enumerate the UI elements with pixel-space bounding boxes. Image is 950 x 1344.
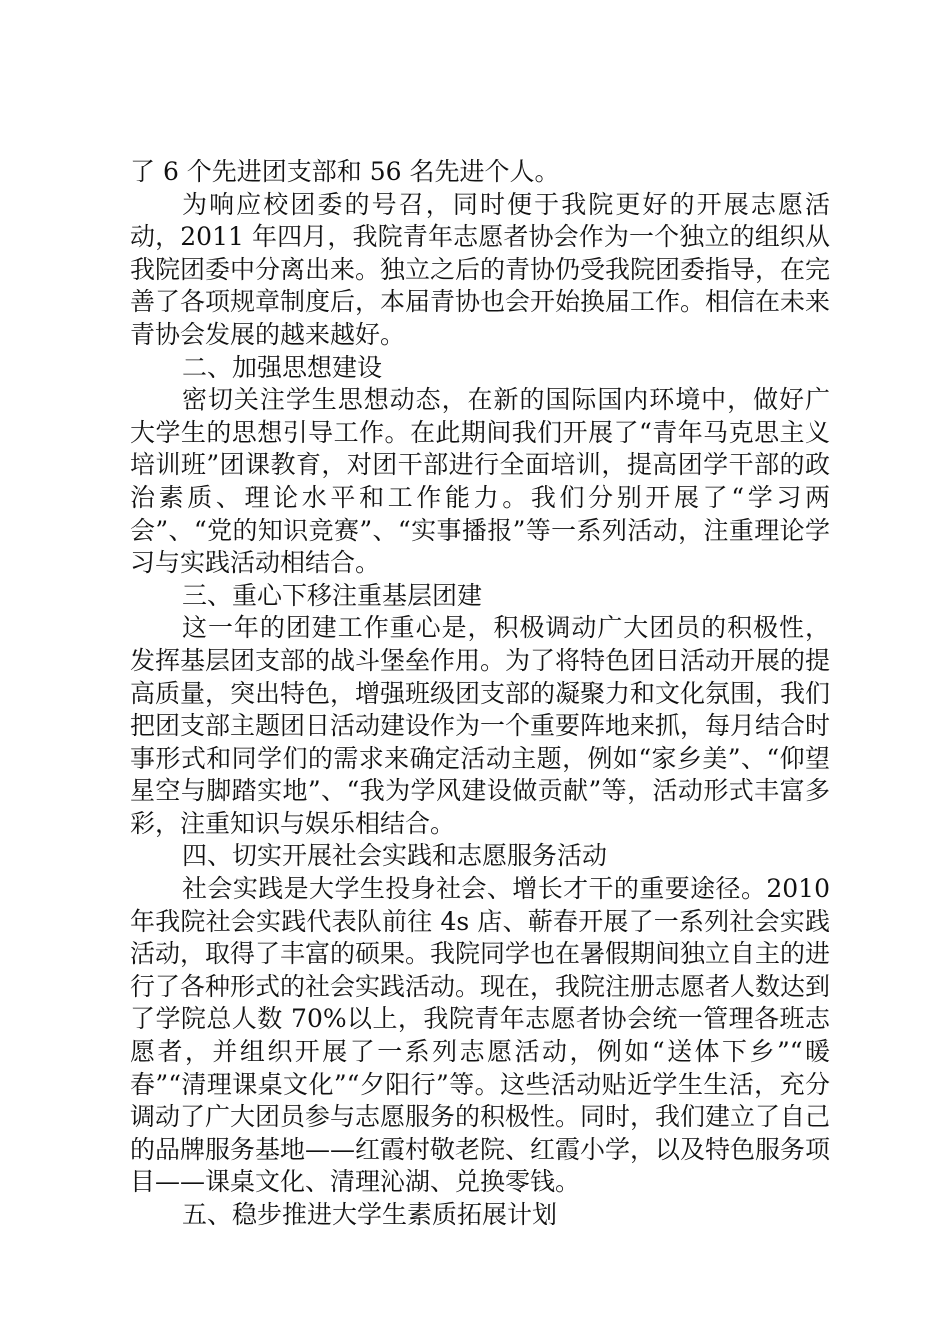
section-heading-4: 四、切实开展社会实践和志愿服务活动: [182, 841, 608, 871]
section-heading-5: 五、稳步推进大学生素质拓展计划: [182, 1200, 558, 1229]
paragraph-grassroots: 这一年的团建工作重心是，积极调动广大团员的积极性，发挥基层团支部的战斗堡垒作用。为了将特色团日活动开展的提高质量，突出特色，增强班级团支部的凝聚力和文化氛围，我们把团支部主题团日活动建设作为一个重要阵地来抓，每月结合时事形式和同学们的需求来确定活动主题，例如“家乡美”、“仰望星空与脚踏实地”、“我为学风建设做贡献”等，活动形式丰富多彩，注重知识与娱乐相结合。: [130, 613, 831, 838]
paragraph-volunteer-association: 为响应校团委的号召，同时便于我院更好的开展志愿活动，2011 年四月，我院青年志愿者协会作为一个独立的组织从我院团委中分离出来。独立之后的青协仍受我院团委指导，在完善了各项规章制度后，本届青协也会开始换届工作。相信在未来青协会发展的越来越好。: [130, 189, 831, 349]
section-heading-2: 二、加强思想建设: [182, 352, 383, 382]
paragraph-continuation: 了 6 个先进团支部和 56 名先进个人。: [130, 157, 560, 186]
paragraph-ideology: 密切关注学生思想动态，在新的国际国内环境中，做好广大学生的思想引导工作。在此期间我们开展了“青年马克思主义培训班”团课教育，对团干部进行全面培训，提高团学干部的政治素质、理论水平和工作能力。我们分别开展了“学习两会”、“党的知识竞赛”、“实事播报”等一系列活动，注重理论学习与实践活动相结合。: [130, 385, 830, 578]
document-body: [130, 156, 830, 1232]
section-heading-3: 三、重心下移注重基层团建: [182, 580, 483, 610]
paragraph-social-practice: 社会实践是大学生投身社会、增长才干的重要途径。2010 年我院社会实践代表队前往 4s 店、蕲春开展了一系列社会实践活动，取得了丰富的硕果。我院同学也在暑假期间独立自主的进行了各种形式的社会实践活动。现在，我院注册志愿者人数达到了学院总人数 70%以上，我院青年志愿者协会统一管理各班志愿者，并组织开展了一系列志愿活动，例如“送体下乡”“暖春”“清理课桌文化”“夕阳行”等。这些活动贴近学生生活，充分调动了广大团员参与志愿服务的积极性。同时，我们建立了自己的品牌服务基地——红霞村敬老院、红霞小学，以及特色服务项目——课桌文化、清理沁湖、兑换零钱。: [130, 874, 831, 1197]
